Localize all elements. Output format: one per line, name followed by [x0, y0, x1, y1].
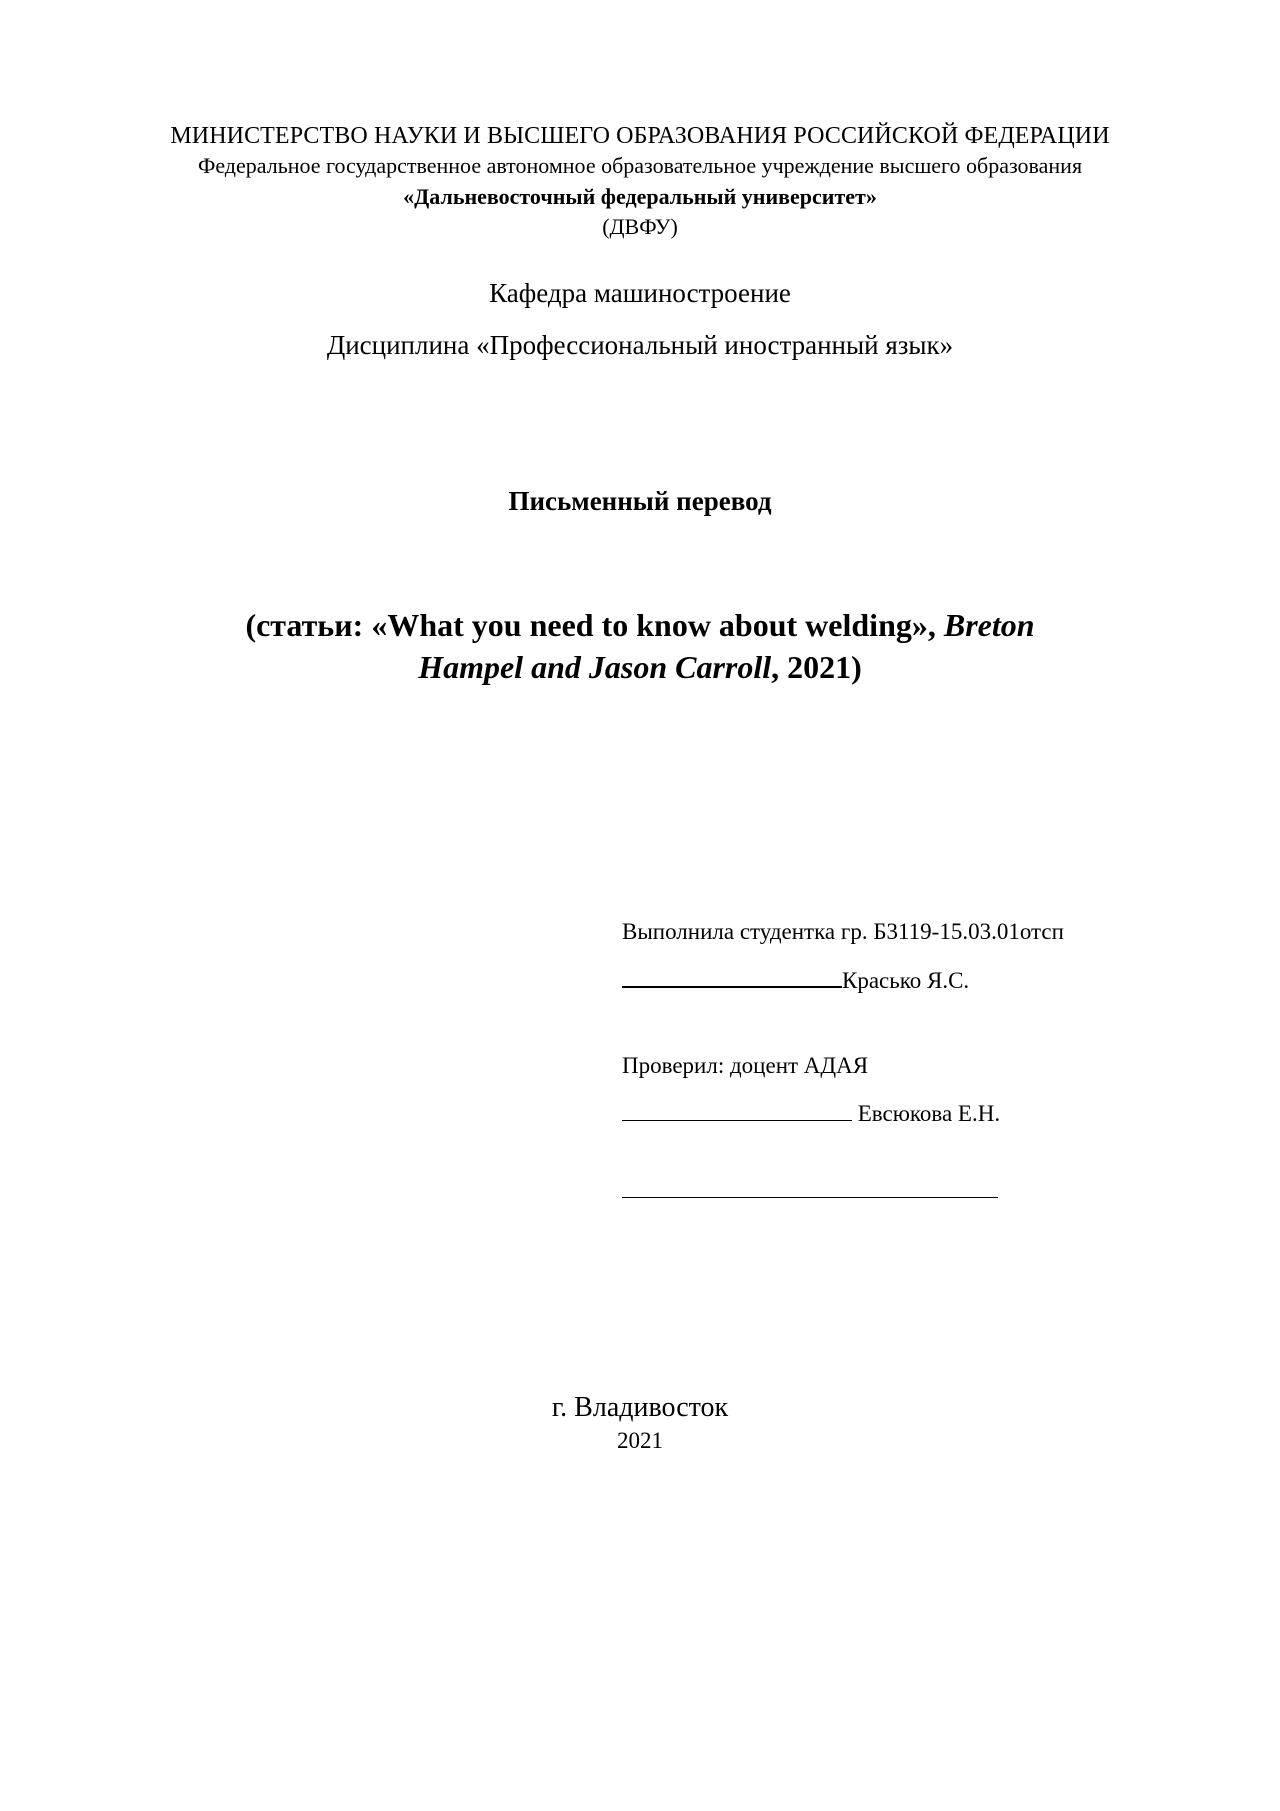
reviewer-label: Проверил: доцент АДАЯ [622, 1053, 869, 1078]
performer-label: Выполнила студентка гр. Б3119-15.03.01отсп [622, 919, 1064, 944]
reviewer-signature-blank [622, 1098, 852, 1121]
article-suffix: , 2021) [771, 649, 862, 685]
performer-name: Красько Я.С. [842, 968, 970, 993]
performer-signature-line [622, 964, 969, 994]
article-authors-second: Hampel and Jason Carroll [418, 649, 772, 685]
document-type-title: Письменный перевод [508, 486, 772, 516]
institution-type: Федеральное государственное автономное образовательное учреждение высшего образования [197, 153, 1083, 178]
article-title [150, 604, 1130, 688]
grade-signature-line [622, 1196, 998, 1198]
department-name: Кафедра машиностроение [489, 278, 791, 308]
university-abbreviation: (ДВФУ) [602, 214, 678, 239]
article-prefix: (статьи: «What you need to know about welding», [245, 607, 936, 643]
university-name: «Дальневосточный федеральный университет» [403, 184, 877, 209]
reviewer-signature-line [622, 1098, 1000, 1127]
reviewer-name: Евсюкова Е.Н. [857, 1101, 1001, 1126]
article-authors-first: Breton [943, 607, 1035, 643]
performer-signature-blank [622, 964, 842, 988]
year: 2021 [617, 1428, 663, 1453]
ministry-title: МИНИСТЕРСТВО НАУКИ И ВЫСШЕГО ОБРАЗОВАНИЯ РОССИЙСКОЙ ФЕДЕРАЦИИ [170, 123, 1110, 149]
discipline-name: Дисциплина «Профессиональный иностранный язык» [326, 330, 954, 360]
city: г. Владивосток [551, 1392, 729, 1423]
